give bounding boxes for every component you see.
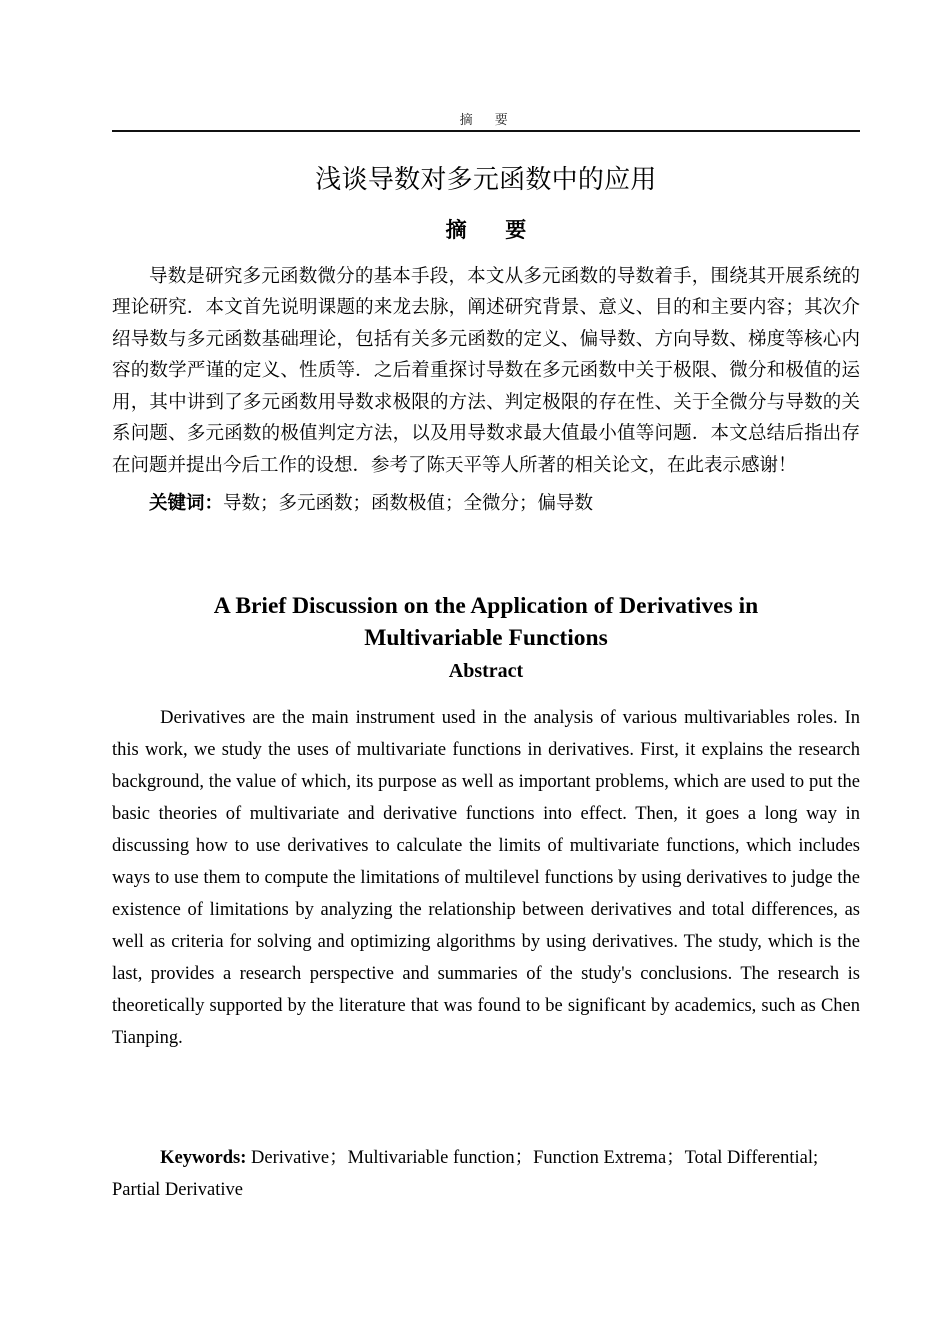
english-abstract-paragraph: Derivatives are the main instrument used in the analysis of various multivariables roles. In this work, we study the uses of multivariate functions in derivatives. First, it explains the research background, the value of which, its purpose as well as important problems, which are used to put the basic theories of multivariate and derivative functions into effect. Then, it goes a long way in discussing how to use derivatives to calculate the limits of multivariate functions, which includes ways to use them to compute the limitations of multilevel functions by using derivatives to judge the existence of limitations by analyzing the relationship between derivatives and total differences, as well as criteria for solving and optimizing algorithms by using derivatives. The study, which is the last, provides a research perspective and summaries of the study's conclusions. The research is theoretically supported by the literature that was found to be significant by academics, such as Chen Tianping.: [112, 708, 860, 1049]
english-keywords-list: Derivative；Multivariable function；Function Extrema；Total Differential; Partial Derivative: [112, 1148, 819, 1201]
header-rule: [112, 130, 860, 132]
english-keywords-label: Keywords:: [160, 1148, 247, 1169]
english-abstract-heading: Abstract: [448, 659, 524, 682]
chinese-keywords-line: [112, 487, 860, 520]
running-header-text: 摘 要: [459, 112, 513, 127]
running-header: [112, 112, 860, 132]
chinese-abstract-paragraph: 导数是研究多元函数微分的基本手段，本文从多元函数的导数着手，围绕其开展系统的理论研究．本文首先说明课题的来龙去脉，阐述研究背景、意义、目的和主要内容；其次介绍导数与多元函数基础理论，包括有关多元函数的定义、偏导数、方向导数、梯度等核心内容的数学严谨的定义、性质等．之后着重探讨导数在多元函数中关于极限、微分和极值的运用，其中讲到了多元函数用导数求极限的方法、判定极限的存在性、关于全微分与导数的关系问题、多元函数的极值判定方法，以及用导数求最大值最小值等问题．本文总结后指出存在问题并提出今后工作的设想．参考了陈天平等人所著的相关论文，在此表示感谢！: [112, 265, 860, 476]
chinese-abstract-heading: 摘 要: [445, 219, 536, 242]
english-title: A Brief Discussion on the Application of Derivatives in Multivariable Functions: [213, 592, 759, 651]
english-keywords-line: [112, 1142, 860, 1206]
section-spacer: [112, 520, 860, 590]
chinese-title: 浅谈导数对多元函数中的应用: [315, 164, 657, 194]
chinese-keywords-list: 导数；多元函数；函数极值；全微分；偏导数: [223, 493, 594, 514]
document-content: [112, 148, 860, 1225]
chinese-keywords-label: 关键词：: [149, 492, 224, 513]
